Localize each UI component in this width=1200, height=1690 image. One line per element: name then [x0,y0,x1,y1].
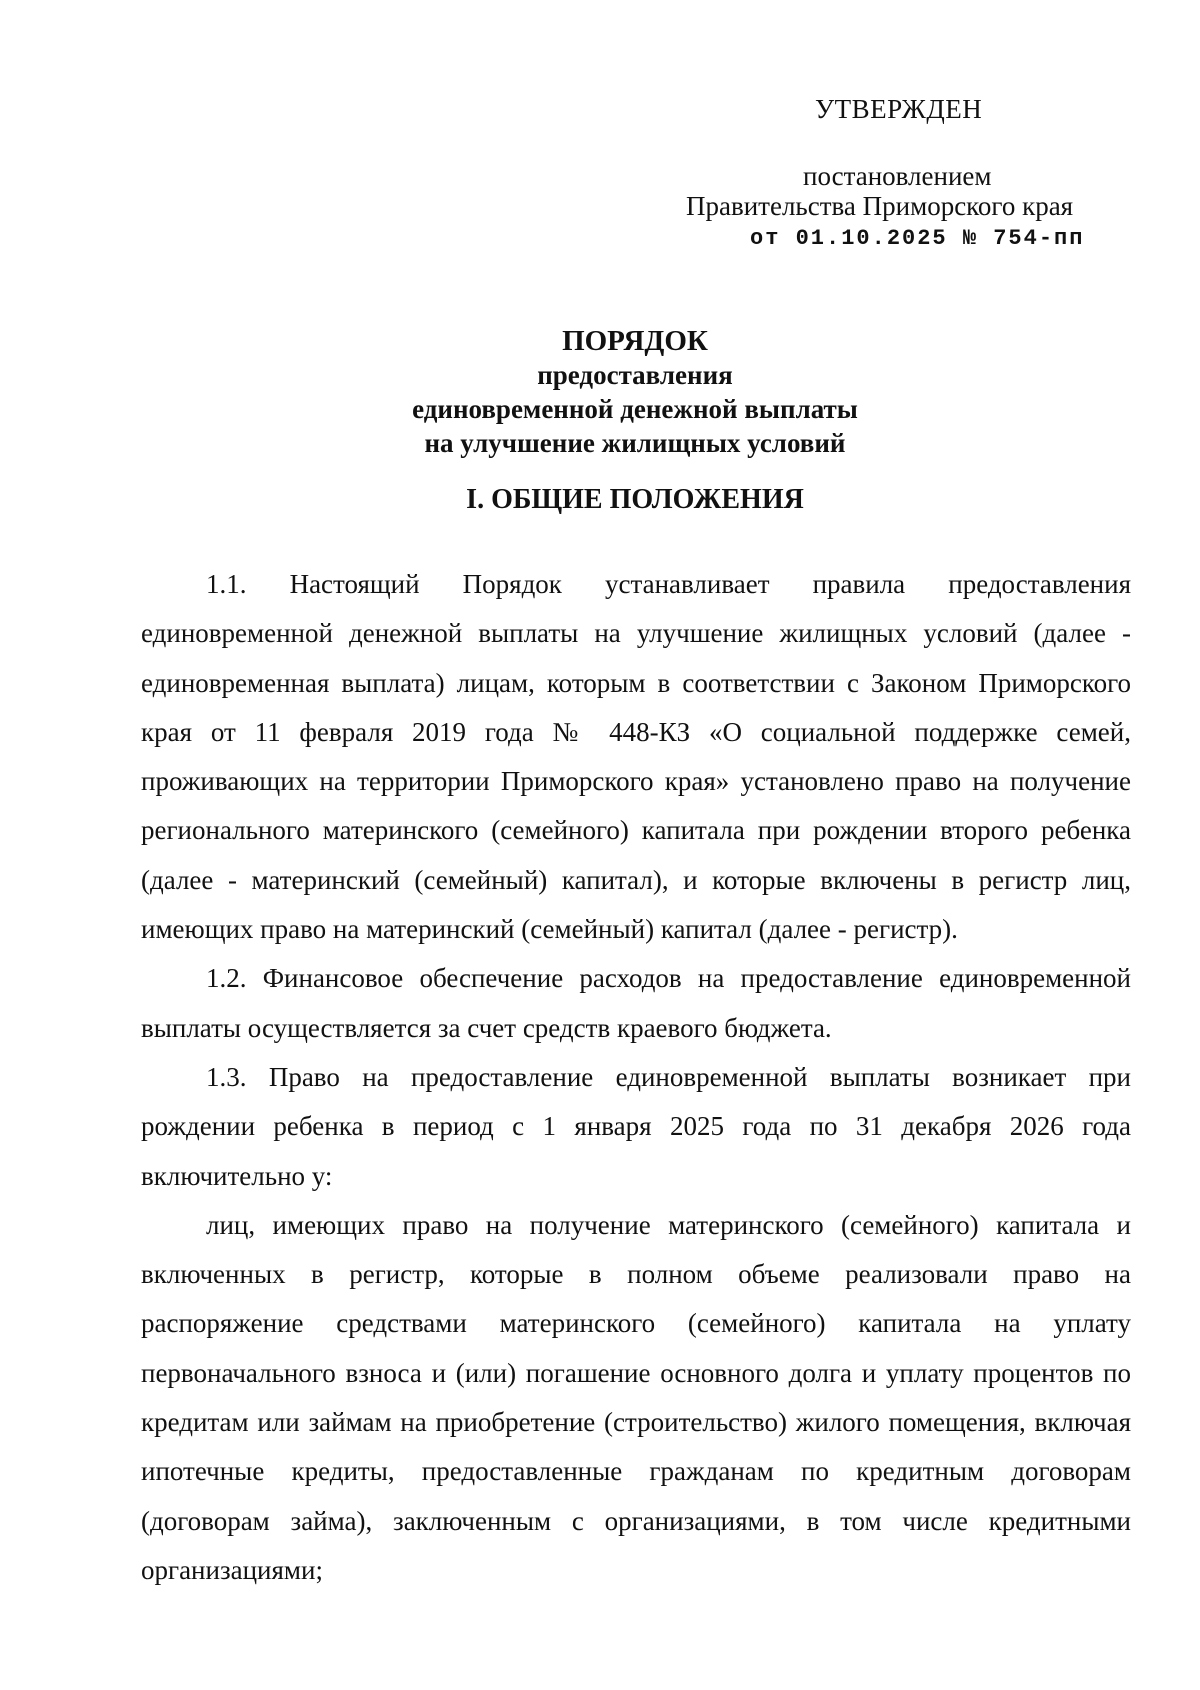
document-title-line: на улучшение жилищных условий [424,428,846,458]
paragraph-1-3-item: лиц, имеющих право на получение материнского (семейного) капитала и включенных в регистр, которые в полном объеме реализовали право на распоряжение средствами материнского (семейного) капитала на уплату первоначального взноса и (или) погашение основного долга и уплату процентов по кредитам или займам на приобретение (строительство) жилого помещения, включая ипотечные кредиты, предоставленные гражданам по кредитным договорам (договорам займа), заключенным с организациями, в том числе кредитными организациями; [141,1209,1131,1585]
paragraph-1-2: 1.2. Финансовое обеспечение расходов на предоставление единовременной выплаты осуществляется за счет средств краевого бюджета. [141,963,1131,1043]
document-body [141,560,1131,1595]
document-title-line: единовременной денежной выплаты [412,394,858,424]
approval-stamp-heading: УТВЕРЖДЕН [815,94,983,124]
section-heading: I. ОБЩИЕ ПОЛОЖЕНИЯ [466,484,804,515]
document-title [0,324,1200,460]
approval-government-line: Правительства Приморского края [686,191,1074,221]
document-title-line: предоставления [537,360,733,390]
document-title-main: ПОРЯДОК [562,325,708,357]
approval-decree-line: постановлением [803,161,992,191]
paragraph-1-1: 1.1. Настоящий Порядок устанавливает правила предоставления единовременной денежной выплаты на улучшение жилищных условий (далее - единовременная выплата) лицам, которым в соответствии с Законом Приморского края от 11 февраля 2019 года № 448-КЗ «О социальной поддержке семей, проживающих на территории Приморского края» установлено право на получение регионального материнского (семейного) капитала при рождении второго ребенка (далее - материнский (семейный) капитал), и которые включены в регистр лиц, имеющих право на материнский (семейный) капитал (далее - регистр). [141,569,1131,945]
paragraph-1-3: 1.3. Право на предоставление единовременной выплаты возникает при рождении ребенка в период с 1 января 2025 года по 31 декабря 2026 года включительно у: [141,1061,1131,1191]
decree-number: от 01.10.2025 № 754-пп [750,226,1085,251]
